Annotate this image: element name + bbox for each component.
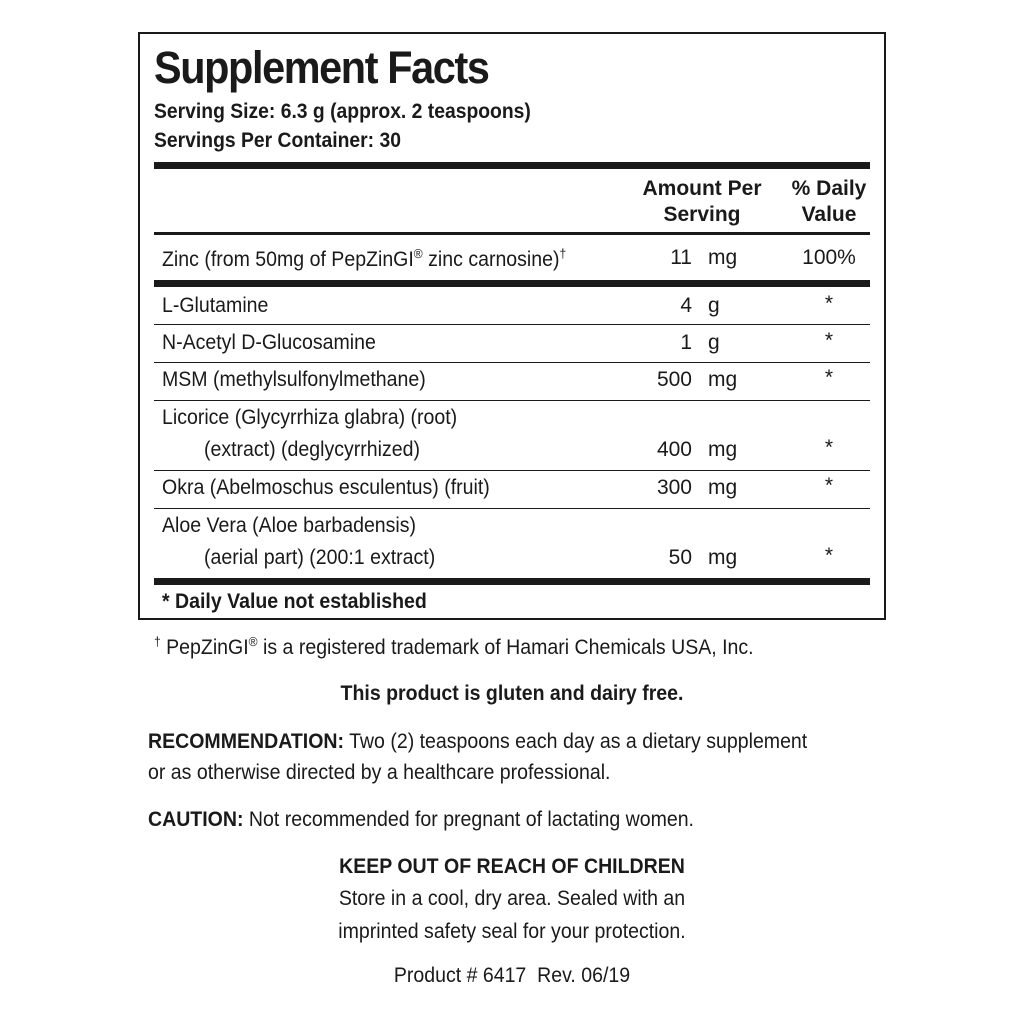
row-divider: [154, 400, 870, 401]
row-okra-amount: 300: [656, 476, 692, 499]
row-glutamine-amount: 4: [680, 294, 692, 317]
row-divider: [154, 508, 870, 509]
row-licorice-name: Licorice (Glycyrrhiza glabra) (root): [162, 406, 458, 429]
row-licorice-name-line2: (extract) (deglycyrrhized): [204, 438, 420, 461]
header-amount-line2: Serving: [663, 203, 741, 226]
row-glucosamine-name: N-Acetyl D-Glucosamine: [162, 331, 376, 354]
row-glutamine-dv: *: [824, 292, 834, 315]
header-dv-line2: Value: [801, 203, 857, 226]
daily-value-footnote: * Daily Value not established: [162, 590, 427, 613]
keep-out-warning: KEEP OUT OF REACH OF CHILDREN: [339, 855, 685, 878]
row-aloe-name-line2: (aerial part) (200:1 extract): [204, 546, 436, 569]
caution-label: CAUTION:: [148, 808, 244, 831]
recommendation-label: RECOMMENDATION:: [148, 730, 345, 753]
caution: [148, 808, 694, 832]
row-aloe-amount: 50: [668, 546, 692, 569]
rule-top: [154, 162, 870, 169]
storage-line2: imprinted safety seal for your protection.: [338, 920, 686, 943]
recommendation-line2: or as otherwise directed by a healthcare professional.: [148, 761, 611, 784]
dagger-mark: †: [154, 634, 161, 649]
trademark-text-part2: is a registered trademark of Hamari Chemicals USA, Inc.: [257, 636, 754, 659]
header-amount: [632, 176, 772, 228]
row-zinc-amount: 11: [670, 246, 692, 269]
row-divider: [154, 470, 870, 471]
row-divider: [154, 324, 870, 325]
supplement-facts-panel: [138, 32, 886, 620]
row-divider: [154, 362, 870, 363]
rule-bottom: [154, 578, 870, 585]
row-zinc-dv: 100%: [802, 246, 856, 269]
row-okra-name: Okra (Abelmoschus esculentus) (fruit): [162, 476, 490, 499]
row-licorice-unit: mg: [708, 438, 738, 461]
serving-size: Serving Size: 6.3 g (approx. 2 teaspoons): [154, 100, 531, 123]
header-amount-line1: Amount Per: [642, 177, 762, 200]
caution-text: Not recommended for pregnant of lactating women.: [243, 808, 694, 831]
zinc-name-part2: zinc carnosine): [422, 248, 560, 271]
row-aloe-unit: mg: [708, 546, 738, 569]
recommendation-line1: [148, 730, 807, 754]
header-daily-value: [784, 176, 874, 228]
row-glucosamine-unit: g: [708, 331, 720, 354]
registered-mark: ®: [248, 634, 258, 649]
trademark-note: [154, 634, 754, 660]
header-dv-line1: % Daily: [791, 177, 867, 200]
row-msm-name: MSM (methylsulfonylmethane): [162, 368, 426, 391]
zinc-name-part1: Zinc (from 50mg of PepZinGI: [162, 248, 414, 271]
row-glucosamine-dv: *: [824, 329, 834, 352]
rule-after-zinc: [154, 280, 870, 287]
row-glucosamine-amount: 1: [680, 331, 692, 354]
panel-title: Supplement Facts: [154, 42, 489, 93]
row-msm-amount: 500: [656, 368, 692, 391]
row-aloe-name: Aloe Vera (Aloe barbadensis): [162, 514, 417, 537]
trademark-text-part1: PepZinGI: [160, 636, 249, 659]
registered-mark: ®: [413, 246, 423, 261]
gluten-dairy-free: This product is gluten and dairy free.: [340, 682, 684, 705]
row-okra-dv: *: [824, 474, 834, 497]
storage-line1: Store in a cool, dry area. Sealed with an: [338, 887, 686, 910]
recommendation-text: Two (2) teaspoons each day as a dietary supplement: [344, 730, 808, 753]
rule-header: [154, 232, 870, 235]
row-zinc-unit: mg: [708, 246, 738, 269]
dagger-mark: †: [559, 246, 567, 261]
row-glutamine-name: L-Glutamine: [162, 294, 269, 317]
product-number: Product # 6417 Rev. 06/19: [393, 964, 631, 987]
row-licorice-dv: *: [824, 436, 834, 459]
servings-per-container: Servings Per Container: 30: [154, 129, 401, 152]
row-glutamine-unit: g: [708, 294, 720, 317]
row-okra-unit: mg: [708, 476, 738, 499]
row-msm-unit: mg: [708, 368, 738, 391]
row-zinc-name: [162, 246, 566, 272]
row-aloe-dv: *: [824, 544, 834, 567]
row-msm-dv: *: [824, 366, 834, 389]
row-licorice-amount: 400: [656, 438, 692, 461]
